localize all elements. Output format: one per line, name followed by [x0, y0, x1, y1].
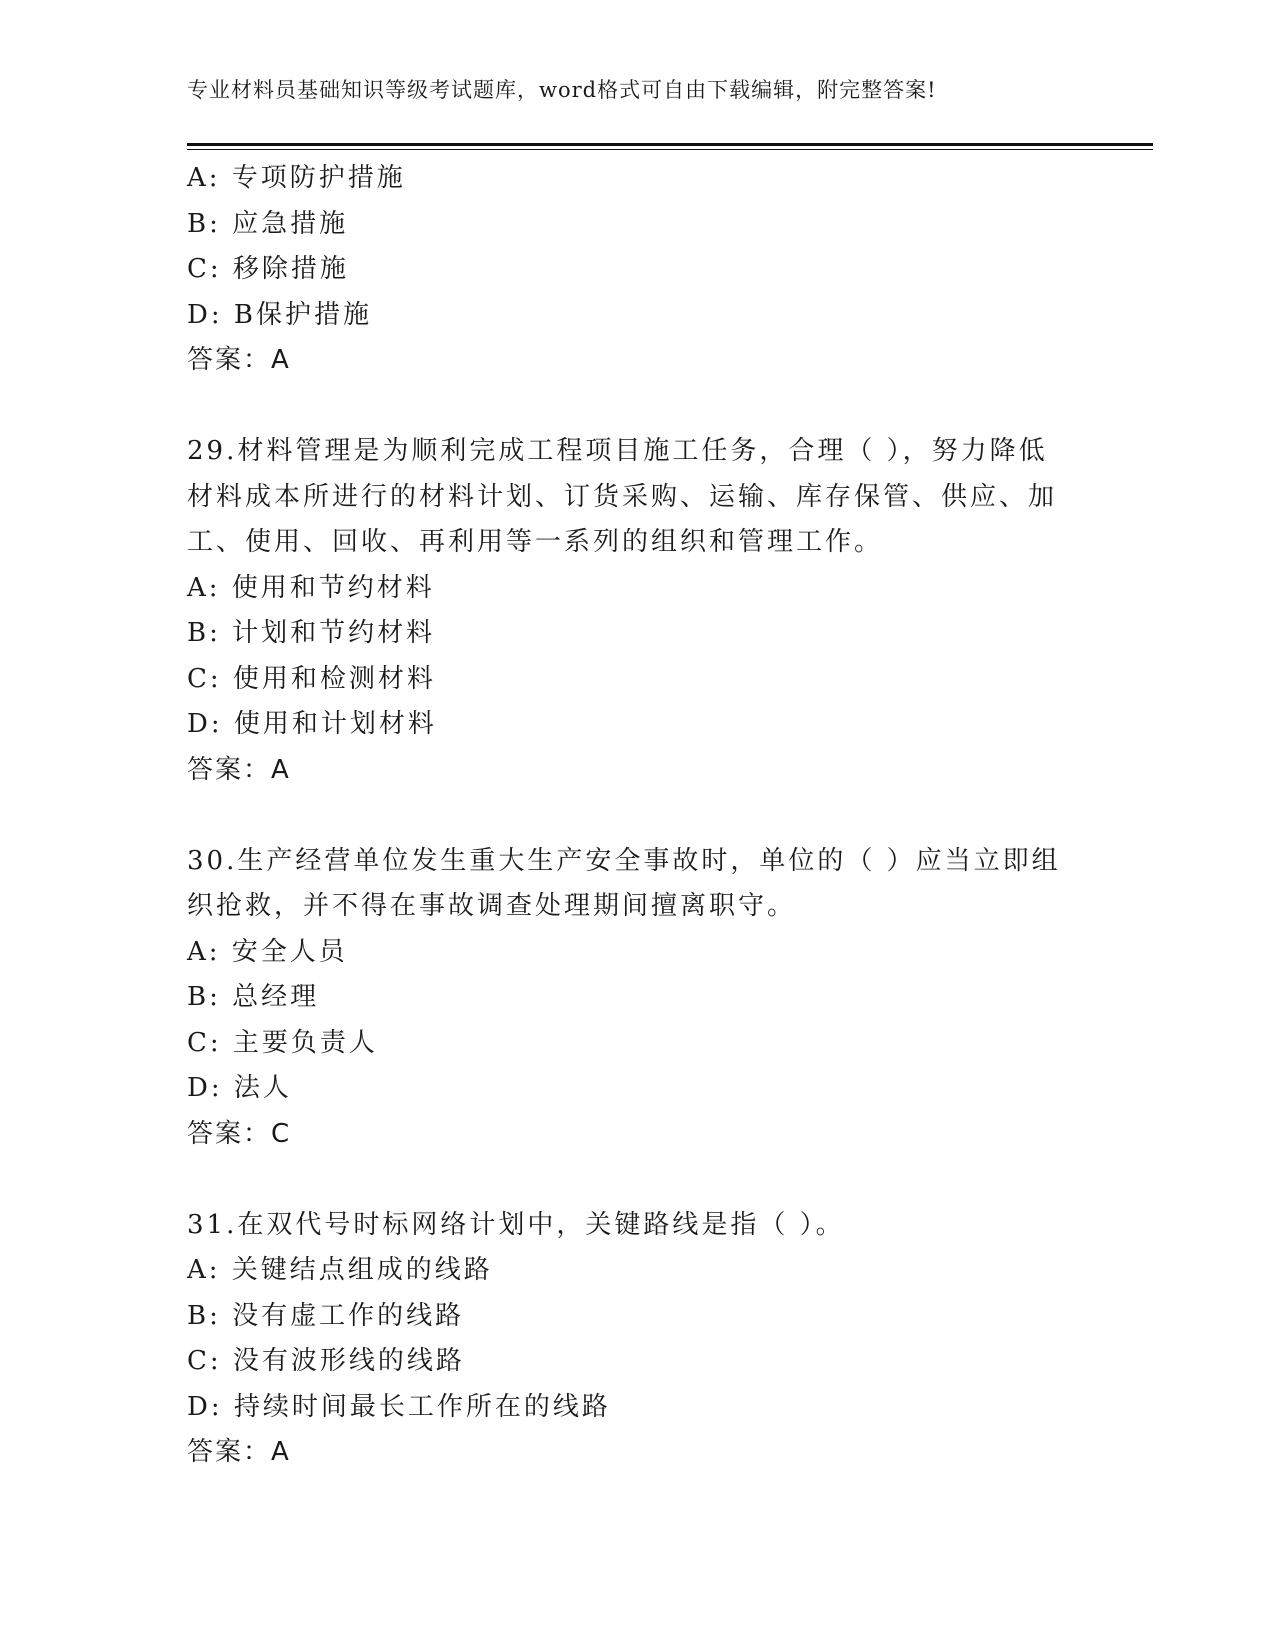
option-a: A: 专项防护措施	[187, 163, 406, 193]
spacer	[187, 384, 1067, 430]
option-c: C: 没有波形线的线路	[187, 1346, 465, 1376]
question-stem-line: 31.在双代号时标网络计划中，关键路线是指（ ）。	[187, 1209, 845, 1240]
question-stem-line: 30.生产经营单位发生重大生产安全事故时，单位的（ ）应当立即组	[187, 845, 1061, 876]
question-28	[187, 156, 1067, 384]
option-a: A: 关键结点组成的线路	[187, 1255, 493, 1285]
spacer	[187, 793, 1067, 839]
page-header: 专业材料员基础知识等级考试题库，word格式可自由下载编辑，附完整答案!	[187, 78, 937, 102]
option-d: D: B保护措施	[187, 299, 372, 330]
option-b: B: 总经理	[187, 982, 320, 1012]
option-d: D: 法人	[187, 1073, 292, 1103]
question-stem-line: 29.材料管理是为顺利完成工程项目施工任务，合理（ ），努力降低	[187, 436, 1048, 466]
question-31	[187, 1203, 1067, 1476]
option-d: D: 持续时间最长工作所在的线路	[187, 1391, 611, 1422]
question-stem	[187, 839, 1067, 930]
question-stem-line: 织抢救，并不得在事故调查处理期间擅离职守。	[187, 891, 797, 921]
option-a: A: 使用和节约材料	[187, 572, 435, 603]
option-c: C: 移除措施	[187, 254, 349, 284]
question-list	[187, 156, 1067, 1476]
option-b: B: 计划和节约材料	[187, 618, 436, 648]
spacer	[187, 1157, 1067, 1203]
question-stem-line: 工、使用、回收、再利用等一系列的组织和管理工作。	[187, 527, 884, 557]
answer: 答案：A	[187, 1437, 291, 1467]
option-c: C: 使用和检测材料	[187, 663, 436, 694]
question-stem-line: 材料成本所进行的材料计划、订货采购、运输、库存保管、供应、加	[187, 481, 1058, 512]
header-rule-thick	[187, 143, 1153, 146]
header-rule-thin	[187, 149, 1153, 150]
question-29	[187, 429, 1067, 793]
option-b: B: 应急措施	[187, 208, 349, 239]
answer: 答案：C	[187, 1118, 292, 1149]
answer: 答案：A	[187, 754, 291, 785]
question-stem	[187, 1203, 1067, 1249]
answer: 答案：A	[187, 345, 291, 375]
option-b: B: 没有虚工作的线路	[187, 1300, 465, 1331]
option-c: C: 主要负责人	[187, 1027, 378, 1058]
question-30	[187, 839, 1067, 1158]
option-a: A: 安全人员	[187, 936, 348, 967]
option-d: D: 使用和计划材料	[187, 709, 437, 739]
question-stem	[187, 429, 1067, 566]
